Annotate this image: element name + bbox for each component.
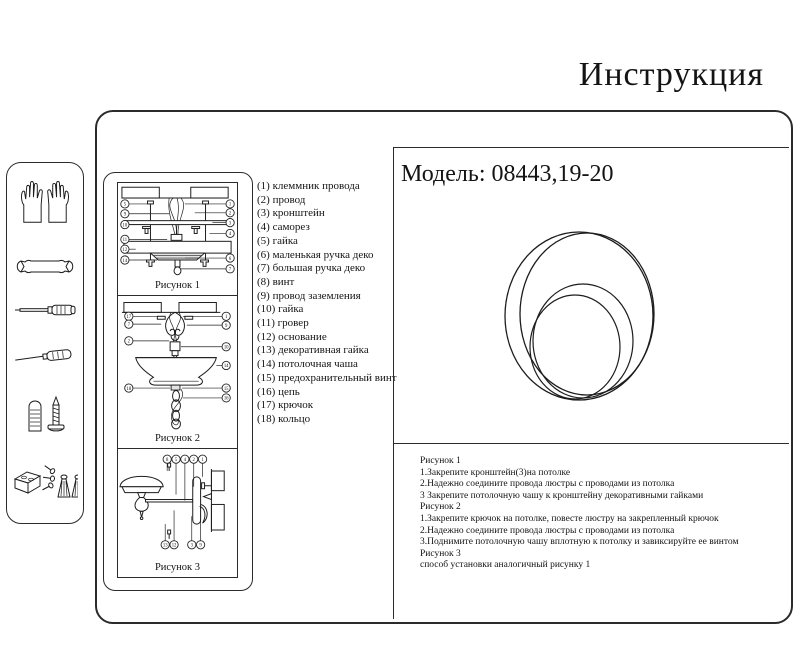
- part-item: (10) гайка: [257, 303, 304, 316]
- model-label: Модель: 08443,19-20: [401, 161, 614, 187]
- instruction-line: 2.Надежно соедините провода люстры с проводами из потолка: [420, 525, 675, 536]
- part-item: (7) большая ручка деко: [257, 262, 366, 275]
- instruction-line: 2.Надежно соедините провода люстры с проводами из потолка: [420, 479, 675, 490]
- svg-text:9: 9: [123, 212, 127, 218]
- svg-text:14: 14: [223, 364, 229, 370]
- svg-text:16: 16: [223, 396, 229, 402]
- svg-text:9: 9: [199, 543, 202, 549]
- svg-text:2: 2: [192, 457, 195, 463]
- instruction-line: Рисунок 1: [420, 456, 461, 466]
- figure-1: [118, 183, 237, 296]
- svg-text:8: 8: [165, 457, 169, 463]
- part-item: (15) предохранительный винт: [257, 371, 397, 384]
- figure-2: [118, 296, 237, 449]
- svg-text:12: 12: [171, 543, 177, 549]
- part-item: (1) клеммник провода: [257, 180, 360, 192]
- tools-sidebar: [6, 162, 84, 524]
- wrench-icon: [7, 257, 83, 277]
- part-item: (3) кронштейн: [257, 207, 325, 220]
- svg-text:13: 13: [162, 543, 168, 549]
- part-item: (2) провод: [257, 193, 306, 206]
- svg-text:4: 4: [228, 232, 232, 238]
- figures-inner-frame: [117, 182, 238, 578]
- part-item: (11) гровер: [257, 317, 309, 330]
- figure-1-caption: Рисунок 1: [154, 280, 201, 291]
- svg-text:5: 5: [174, 457, 178, 463]
- svg-text:1: 1: [225, 315, 228, 321]
- part-item: (9) провод заземления: [257, 289, 361, 302]
- part-item: (12) основание: [257, 330, 327, 343]
- svg-text:1: 1: [228, 202, 232, 208]
- instruction-line: 3 Закрепите потолочную чашу к кронштейну декоративными гайками: [420, 490, 704, 501]
- svg-text:6: 6: [228, 256, 232, 262]
- svg-text:7: 7: [127, 322, 130, 328]
- instruction-line: Рисунок 3: [420, 548, 461, 559]
- part-item: (6) маленькая ручка деко: [257, 248, 374, 261]
- svg-text:2: 2: [127, 339, 130, 345]
- instruction-line: Рисунок 2: [420, 502, 461, 513]
- svg-text:10: 10: [122, 223, 128, 229]
- instruction-line: способ установки аналогичный рисунку 1: [420, 560, 591, 571]
- awl-icon: [7, 347, 83, 365]
- svg-text:2: 2: [228, 211, 232, 217]
- svg-text:12: 12: [122, 247, 128, 253]
- instructions-list: [420, 456, 782, 572]
- instruction-line: 1.Закрепите крючок на потолке, повесте люстру на закрепленный крючок: [420, 513, 719, 524]
- part-item: (5) гайка: [257, 234, 298, 247]
- instruction-line: 1.Закрепите кронштейн(3)на потолке: [420, 467, 571, 478]
- fasteners-icon: [7, 461, 83, 503]
- figure-2-caption: Рисунок 2: [154, 433, 201, 444]
- figure-3: [118, 449, 237, 577]
- svg-text:10: 10: [223, 345, 229, 351]
- svg-text:5: 5: [123, 202, 127, 208]
- product-drawing: [455, 215, 715, 410]
- instructions-section-divider: [394, 443, 789, 444]
- svg-text:3: 3: [190, 543, 193, 549]
- figure-3-diagram: [118, 449, 237, 553]
- svg-text:18: 18: [126, 386, 132, 392]
- instruction-line: 3.Поднимите потолочную чашу вплотную к потолку и завиксируйте ее винтом: [420, 537, 739, 548]
- svg-text:7: 7: [228, 267, 232, 273]
- part-item: (4) саморез: [257, 221, 310, 234]
- model-section-divider: [394, 147, 789, 148]
- svg-text:17: 17: [126, 315, 132, 321]
- page-title: Инструкция: [578, 56, 764, 93]
- figures-panel: [103, 172, 253, 591]
- parts-list: [257, 180, 397, 427]
- part-item: (18) кольцо: [257, 412, 311, 425]
- figure-1-diagram: [118, 183, 237, 278]
- dowel-screw-icon: [7, 393, 83, 437]
- svg-text:9: 9: [225, 323, 228, 329]
- part-item: (17) крючок: [257, 399, 314, 412]
- screwdriver-icon: [7, 302, 83, 318]
- svg-text:3: 3: [228, 221, 232, 227]
- svg-text:1: 1: [201, 457, 204, 463]
- svg-text:15: 15: [223, 386, 229, 392]
- part-item: (16) цепь: [257, 385, 300, 398]
- svg-text:4: 4: [183, 457, 187, 463]
- part-item: (8) винт: [257, 275, 295, 288]
- svg-text:11: 11: [122, 238, 128, 244]
- svg-text:14: 14: [122, 258, 128, 264]
- vertical-divider: [393, 147, 394, 619]
- part-item: (14) потолочная чаша: [257, 358, 358, 371]
- gloves-icon: [7, 177, 83, 227]
- part-item: (13) декоративная гайка: [257, 344, 369, 357]
- figure-3-caption: Рисунок 3: [154, 562, 201, 573]
- figure-2-diagram: [118, 296, 237, 430]
